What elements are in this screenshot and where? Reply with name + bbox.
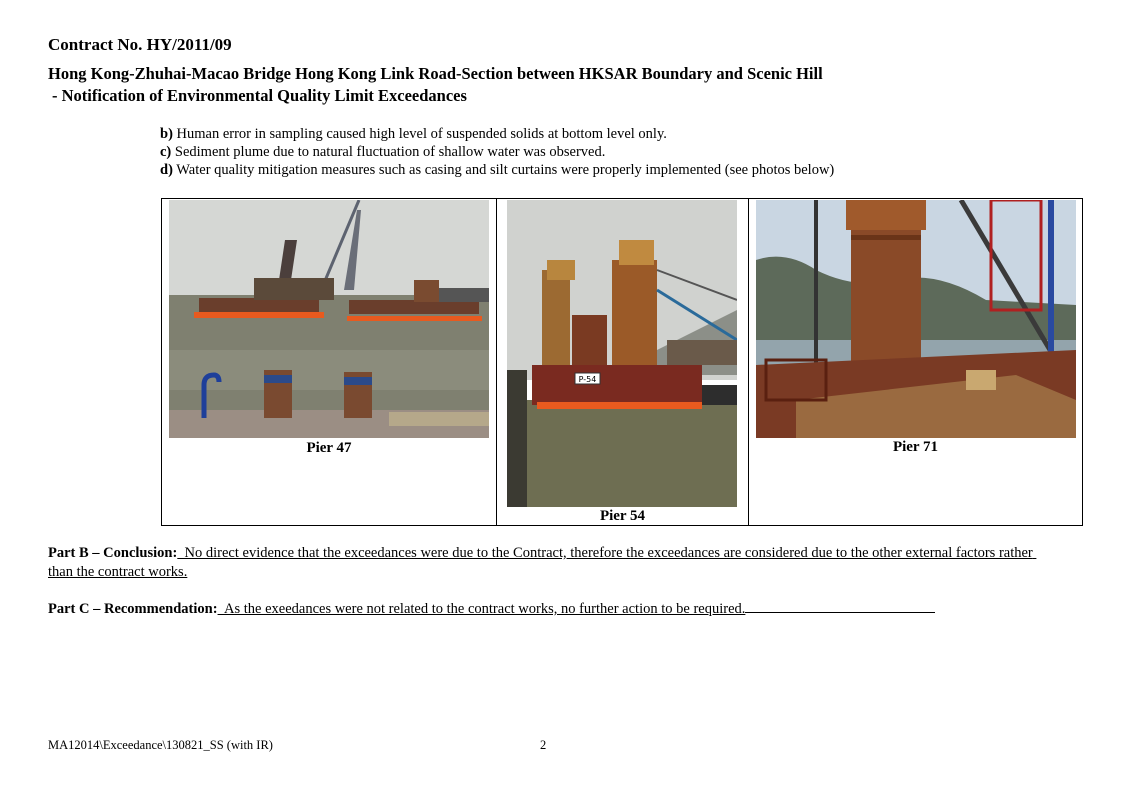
- page-number: 2: [540, 738, 547, 752]
- photo-table: [161, 198, 1083, 526]
- part-b-conclusion: [48, 544, 1058, 582]
- p54-sign-text: P-54: [578, 375, 597, 384]
- photo-pier-54: [507, 200, 737, 507]
- part-c-text: As the exeedances were not related to the contract works, no further action to be required.: [217, 601, 746, 617]
- part-b-text: No direct evidence that the exceedances were due to the Contract, therefore the exceedances are considered due to the other external factors rather than the contract works.: [48, 545, 1037, 580]
- document-title: Hong Kong-Zhuhai-Macao Bridge Hong Kong Link Road-Section between HKSAR Boundary and Scenic Hill: [48, 64, 823, 83]
- footer-file-path: MA12014\Exceedance\130821_SS (with IR): [48, 738, 273, 752]
- blank-underline: [745, 600, 935, 613]
- photo-caption: Pier 54: [599, 508, 646, 524]
- part-b-label: Part B – Conclusion:: [48, 545, 178, 561]
- reasons-list: [160, 125, 834, 179]
- contract-number: Contract No. HY/2011/09: [48, 35, 232, 54]
- reason-item: d) Water quality mitigation measures such as casing and silt curtains were properly implemented (see photos below): [160, 162, 835, 178]
- part-c-label: Part C – Recommendation:: [48, 601, 218, 617]
- photo-caption: Pier 47: [306, 440, 352, 456]
- photo-cell-pier-54: [497, 199, 749, 525]
- photo-cell-pier-71: [749, 199, 1082, 525]
- photo-pier-71: [756, 200, 1076, 438]
- photo-pier-47: [169, 200, 489, 438]
- photo-cell-pier-47: [162, 199, 497, 525]
- photo-caption: Pier 71: [892, 439, 939, 455]
- document-subtitle: - Notification of Environmental Quality Limit Exceedances: [52, 86, 467, 105]
- reason-item: c) Sediment plume due to natural fluctuation of shallow water was observed.: [160, 144, 606, 160]
- part-c-recommendation: [48, 600, 1058, 619]
- reason-item: b) Human error in sampling caused high level of suspended solids at bottom level only.: [160, 126, 667, 142]
